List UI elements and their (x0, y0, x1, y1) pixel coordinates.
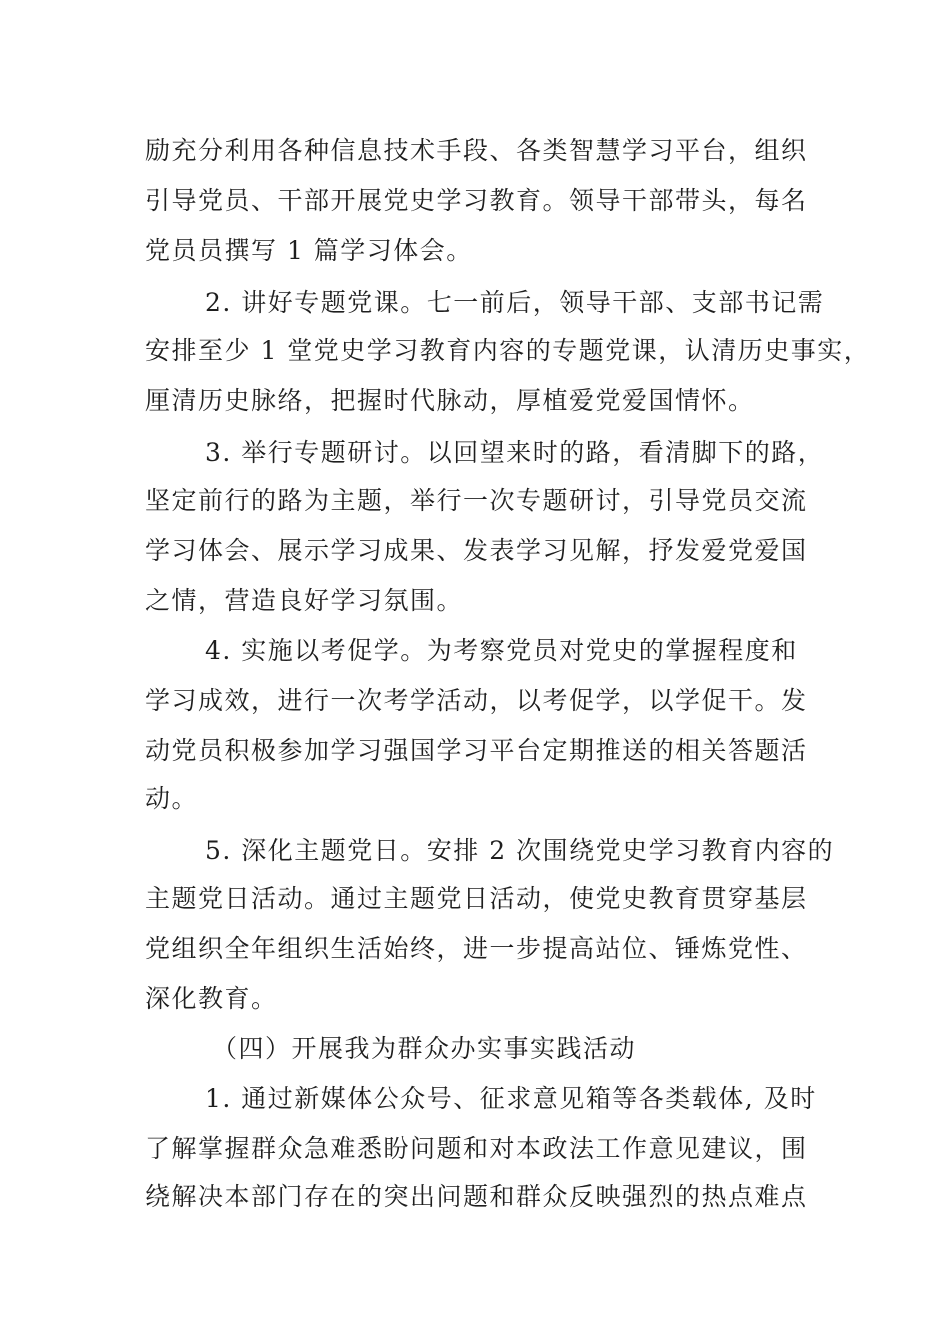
paragraph-line: 引导党员、干部开展党史学习教育。领导干部带头，每名 (145, 186, 808, 215)
paragraph-line: 党组织全年组织生活始终，进一步提高站位、锤炼党性、 (145, 934, 808, 963)
paragraph-line: 绕解决本部门存在的突出问题和群众反映强烈的热点难点 (145, 1182, 808, 1211)
paragraph-line: 安排至少 1 堂党史学习教育内容的专题党课，认清历史事实， (145, 336, 871, 365)
paragraph-line: 深化教育。 (145, 984, 278, 1013)
section-heading: （四）开展我为群众办实事实践活动 (212, 1034, 637, 1063)
paragraph-line: 动党员积极参加学习强国学习平台定期推送的相关答题活 (145, 736, 808, 765)
paragraph-line: 动。 (145, 784, 199, 813)
paragraph-line: 4. 实施以考促学。为考察党员对党史的掌握程度和 (205, 636, 798, 665)
paragraph-line: 之情，营造良好学习氛围。 (145, 586, 464, 615)
paragraph-line: 主题党日活动。通过主题党日活动，使党史教育贯穿基层 (145, 884, 808, 913)
paragraph-line: 3. 举行专题研讨。以回望来时的路，看清脚下的路， (205, 438, 825, 467)
paragraph-line: 励充分利用各种信息技术手段、各类智慧学习平台，组织 (145, 136, 808, 165)
paragraph-line: 党员员撰写 1 篇学习体会。 (145, 236, 473, 265)
paragraph-line: 了解掌握群众急难悉盼问题和对本政法工作意见建议，围 (145, 1134, 808, 1163)
paragraph-line: 1. 通过新媒体公众号、征求意见箱等各类载体, 及时 (205, 1084, 817, 1113)
paragraph-line: 学习体会、展示学习成果、发表学习见解，抒发爱党爱国 (145, 536, 808, 565)
paragraph-line: 厘清历史脉络，把握时代脉动，厚植爱党爱国情怀。 (145, 386, 755, 415)
paragraph-line: 坚定前行的路为主题，举行一次专题研讨，引导党员交流 (145, 486, 808, 515)
paragraph-line: 2. 讲好专题党课。七一前后，领导干部、支部书记需 (205, 288, 825, 317)
paragraph-line: 学习成效，进行一次考学活动，以考促学，以学促干。发 (145, 686, 808, 715)
paragraph-line: 5. 深化主题党日。安排 2 次围绕党史学习教育内容的 (205, 836, 835, 865)
